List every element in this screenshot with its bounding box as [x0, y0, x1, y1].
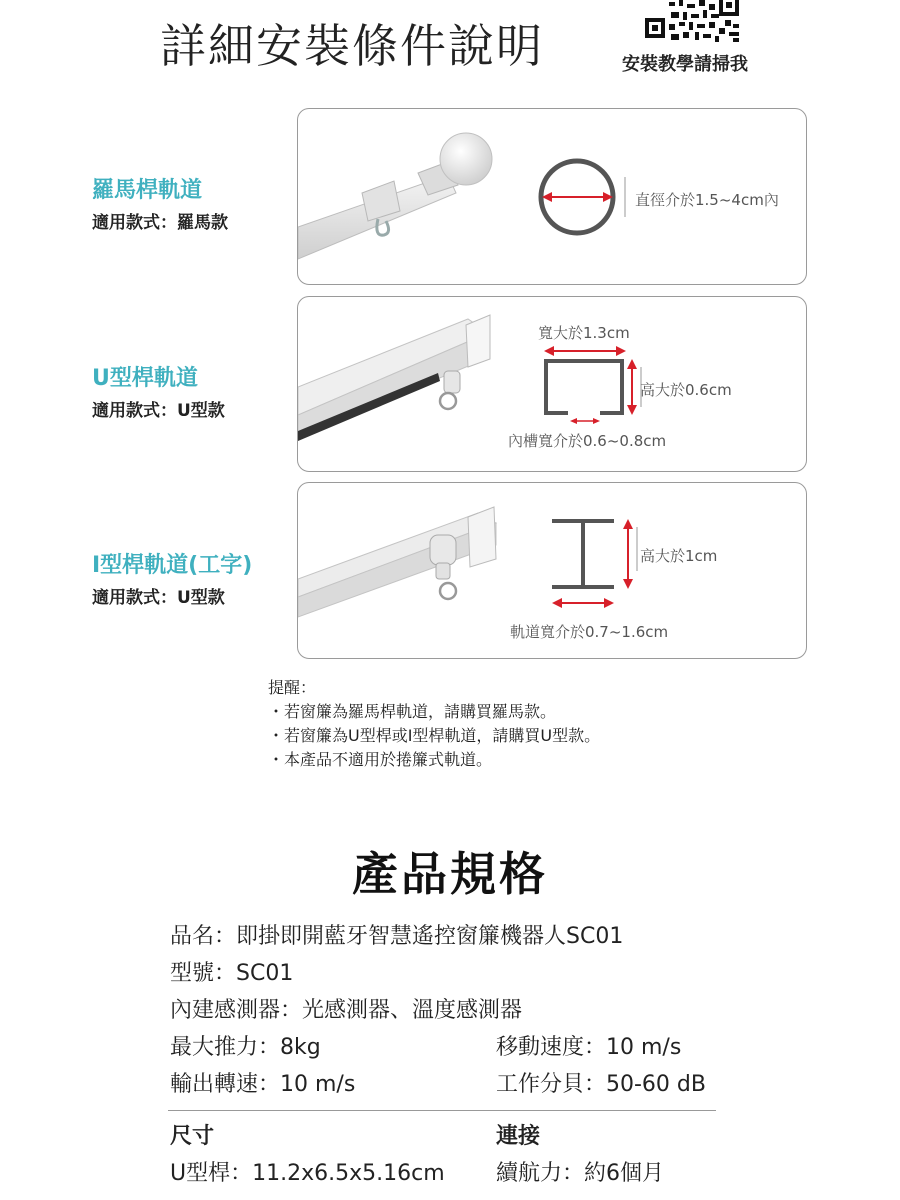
row-roman-label [92, 176, 228, 234]
reminder-item: ・若窗簾為U型桿或I型桿軌道，請購買U型款。 [268, 726, 601, 745]
reminder-item: ・本產品不適用於捲簾式軌道。 [268, 750, 493, 769]
specs-title: 產品規格 [352, 847, 548, 901]
spec-product-name: 品名：即掛即開藍牙智慧遙控窗簾機器人SC01 [170, 924, 624, 949]
i-rail-panel [297, 482, 807, 659]
i-track-note: 軌道寬介於0.7~1.6cm [510, 623, 669, 641]
spec-noise: 工作分貝：50-60 dB [496, 1072, 706, 1097]
spec-battery: 續航力：約6個月 [496, 1161, 664, 1186]
i-rail-name: I型桿軌道(工字) [92, 553, 253, 578]
spec-model: 型號：SC01 [170, 961, 294, 986]
spec-connect-heading: 連接 [496, 1124, 541, 1149]
row-i-label [92, 551, 252, 609]
u-height-note: 高大於0.6cm [640, 381, 732, 399]
roman-rod-fit: 適用款式：羅馬款 [92, 213, 228, 233]
spec-max-thrust: 最大推力：8kg [170, 1035, 321, 1060]
spec-speed: 移動速度：10 m/s [496, 1035, 682, 1060]
u-rail-name: U型桿軌道 [92, 366, 198, 391]
diameter-note: 直徑介於1.5~4cm內 [635, 191, 779, 209]
page-title: 詳細安裝條件說明 [160, 19, 544, 73]
i-height-note: 高大於1cm [640, 547, 718, 565]
u-inner-note: 內槽寬介於0.6~0.8cm [508, 432, 667, 450]
u-width-note: 寬大於1.3cm [538, 324, 630, 342]
qr-caption: 安裝教學請掃我 [622, 54, 748, 75]
row-u-label [92, 364, 225, 422]
spec-divider [168, 1110, 716, 1111]
u-rail-fit: 適用款式：U型款 [92, 401, 225, 421]
spec-sensors: 內建感測器：光感測器、溫度感測器 [170, 998, 523, 1023]
qr-code-icon[interactable] [641, 0, 743, 42]
spec-size-heading: 尺寸 [170, 1124, 215, 1149]
reminder-item: ・若窗簾為羅馬桿軌道，請購買羅馬款。 [268, 702, 557, 721]
roman-rod-panel [297, 108, 807, 285]
spec-u-size: U型桿：11.2x6.5x5.16cm [170, 1161, 445, 1186]
spec-output-speed: 輸出轉速：10 m/s [170, 1072, 356, 1097]
i-rail-fit: 適用款式：U型款 [92, 588, 225, 608]
reminder-heading: 提醒： [268, 678, 317, 697]
roman-rod-name: 羅馬桿軌道 [92, 178, 203, 203]
reminder-list [268, 676, 600, 772]
u-rail-panel [297, 296, 807, 472]
